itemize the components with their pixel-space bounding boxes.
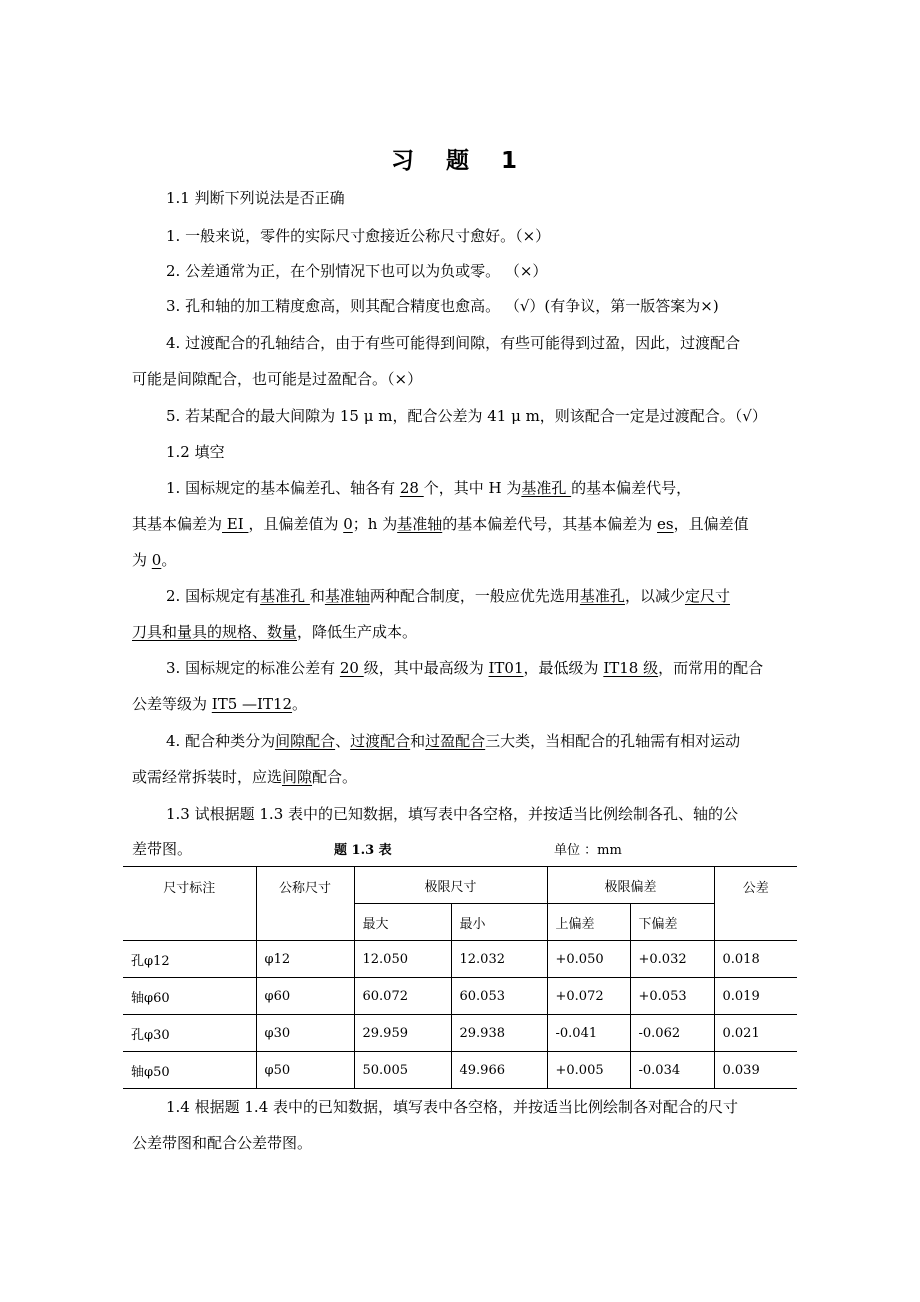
table-cell: -0.034: [630, 1052, 714, 1089]
section-1-3-text-cont: 差带图。: [132, 840, 193, 858]
fill-1-2-1-cont: 其基本偏差为 EI ，且偏差值为 0；h 为基准轴的基本偏差代号，其基本偏差为 es，且偏差值: [132, 515, 749, 533]
table-unit: 单位 ：mm: [554, 843, 622, 858]
fill-1-2-3-cont: 公差等级为 IT5 —IT12。: [132, 695, 308, 713]
table-caption: 题 1.3 表: [334, 843, 392, 858]
table-cell: φ60: [256, 978, 354, 1015]
table-cell: 轴φ60: [123, 978, 256, 1015]
section-1-4-text: 1.4 根据题 1.4 表中的已知数据，填写表中各空格，并按适当比例绘制各对配合的尺寸: [166, 1098, 739, 1116]
blank-answer: 基准孔: [521, 479, 572, 497]
page-title: 习 题 1: [390, 148, 530, 174]
question-1-1-2: 2. 公差通常为正，在个别情况下也可以为负或零。 （×）: [166, 262, 548, 280]
fill-1-2-1: 1. 国标规定的基本偏差孔、轴各有 28 个，其中 H 为基准孔 的基本偏差代号，: [166, 479, 692, 497]
table-row: [123, 1052, 797, 1089]
table-cell: 29.959: [354, 1015, 451, 1052]
fill-1-2-4-cont: 或需经常拆装时，应选间隙配合。: [132, 768, 358, 786]
blank-answer: 基准孔: [579, 587, 625, 605]
blank-answer: 过盈配合: [425, 732, 486, 750]
table-cell: 轴φ50: [123, 1052, 256, 1089]
blank-answer: IT18 级: [603, 659, 659, 677]
table-cell: φ30: [256, 1015, 354, 1052]
header-lower: 下偏差: [630, 904, 714, 941]
table-cell: 60.053: [451, 978, 547, 1015]
table-cell: +0.032: [630, 941, 714, 978]
table-cell: 孔φ12: [123, 941, 256, 978]
table-cell: 50.005: [354, 1052, 451, 1089]
header-max: 最大: [354, 904, 451, 941]
table-cell: +0.053: [630, 978, 714, 1015]
header-limit-size: 极限尺寸: [354, 867, 547, 904]
blank-answer: EI: [222, 515, 249, 533]
blank-answer: 间隙配合: [275, 732, 336, 750]
table-cell: 60.072: [354, 978, 451, 1015]
blank-answer: es: [657, 515, 674, 533]
blank-answer: 基准孔: [260, 587, 310, 605]
table-cell: 孔φ30: [123, 1015, 256, 1052]
table-cell: -0.062: [630, 1015, 714, 1052]
question-1-1-4: 4. 过渡配合的孔轴结合，由于有些可能得到间隙，有些可能得到过盈，因此，过渡配合: [166, 334, 741, 352]
table-cell: 12.050: [354, 941, 451, 978]
blank-answer: 0: [151, 551, 162, 569]
fill-1-2-3: 3. 国标规定的标准公差有 20 级，其中最高级为 IT01，最低级为 IT18 级，而常用的配合: [166, 659, 764, 677]
table-cell: φ12: [256, 941, 354, 978]
blank-answer: 基准轴: [397, 515, 443, 533]
fill-1-2-2: 2. 国标规定有基准孔 和基准轴两种配合制度，一般应优先选用基准孔，以减少定尺寸: [166, 587, 730, 605]
blank-answer: 0: [343, 515, 353, 533]
question-1-1-3: 3. 孔和轴的加工精度愈高，则其配合精度也愈高。 （√）(有争议，第一版答案为×): [166, 297, 719, 315]
table-cell: 0.039: [714, 1052, 797, 1089]
table-cell: -0.041: [547, 1015, 630, 1052]
table-row: [123, 978, 797, 1015]
blank-answer: 28: [399, 479, 424, 497]
table-cell: 49.966: [451, 1052, 547, 1089]
table-cell: +0.072: [547, 978, 630, 1015]
table-cell: +0.050: [547, 941, 630, 978]
section-1-2-heading: 1.2 填空: [166, 443, 225, 461]
table-cell: +0.005: [547, 1052, 630, 1089]
table-cell: 0.021: [714, 1015, 797, 1052]
blank-answer: 定尺寸: [684, 587, 730, 605]
table-cell: 29.938: [451, 1015, 547, 1052]
question-1-1-1: 1. 一般来说，零件的实际尺寸愈接近公称尺寸愈好。（×）: [166, 227, 551, 245]
table-row: [123, 1015, 797, 1052]
fill-1-2-4: 4. 配合种类分为间隙配合、过渡配合和过盈配合三大类，当相配合的孔轴需有相对运动: [166, 732, 741, 750]
question-1-1-5: 5. 若某配合的最大间隙为 15 μ m，配合公差为 41 μ m，则该配合一定是过渡配合。（√）: [166, 407, 767, 425]
tolerance-table: [123, 866, 797, 1089]
table-cell: 12.032: [451, 941, 547, 978]
header-nominal: 公称尺寸: [256, 867, 354, 941]
table-header-row: [123, 867, 797, 904]
blank-answer: IT5 —IT12: [211, 695, 293, 713]
section-1-3-text: 1.3 试根据题 1.3 表中的已知数据，填写表中各空格，并按适当比例绘制各孔、轴的公: [166, 805, 739, 823]
table-row: [123, 941, 797, 978]
header-limit-deviation: 极限偏差: [547, 867, 714, 904]
blank-answer: 过渡配合: [350, 732, 411, 750]
fill-1-2-1-cont2: 为 0。: [132, 551, 177, 569]
section-1-1-heading: 1.1 判断下列说法是否正确: [166, 189, 345, 207]
blank-answer: 间隙: [282, 768, 313, 786]
header-upper: 上偏差: [547, 904, 630, 941]
blank-answer: 基准轴: [324, 587, 370, 605]
section-1-4-text-cont: 公差带图和配合公差带图。: [132, 1134, 313, 1152]
header-size-mark: 尺寸标注: [123, 867, 256, 941]
fill-1-2-2-cont: 刀具和量具的规格、数量，降低生产成本。: [132, 623, 418, 641]
header-min: 最小: [451, 904, 547, 941]
table-cell: 0.019: [714, 978, 797, 1015]
blank-answer: IT01: [488, 659, 524, 677]
header-tolerance: 公差: [714, 867, 797, 941]
table-cell: φ50: [256, 1052, 354, 1089]
blank-answer: 20: [339, 659, 364, 677]
question-1-1-4-cont: 可能是间隙配合，也可能是过盈配合。（×）: [132, 370, 423, 388]
blank-answer: 刀具和量具的规格、数量: [132, 623, 298, 641]
table-cell: 0.018: [714, 941, 797, 978]
